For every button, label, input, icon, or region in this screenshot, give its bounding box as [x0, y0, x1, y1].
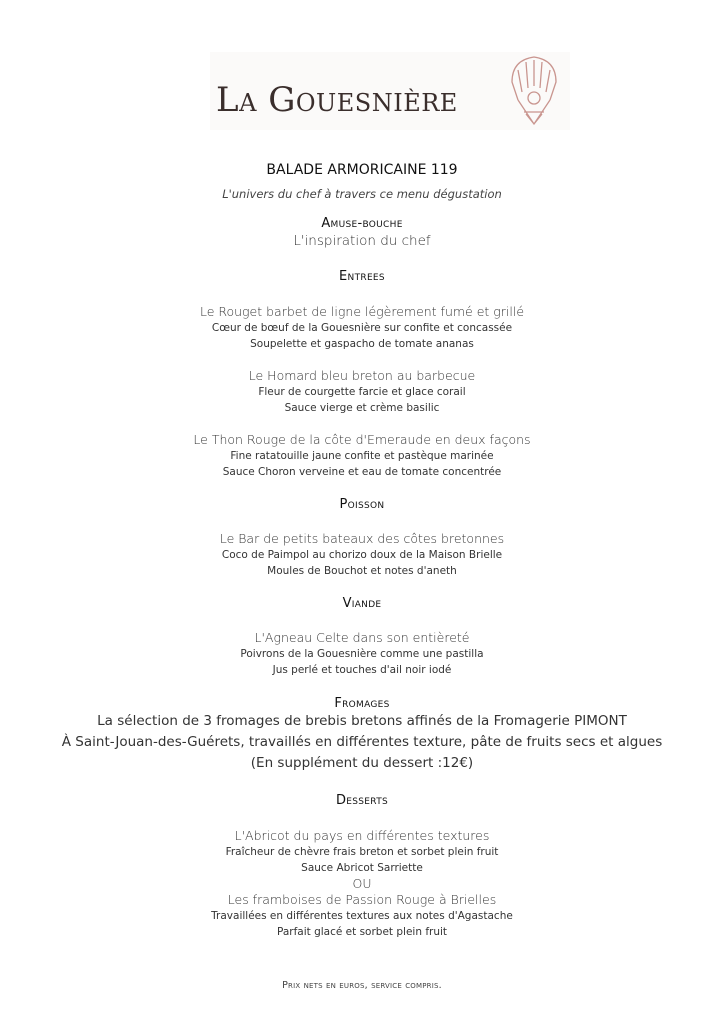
section-heading: Fromages [334, 696, 390, 711]
dish-name: L'inspiration du chef [293, 233, 431, 249]
section-heading: Entrees [339, 269, 385, 284]
dish-name: Les framboises de Passion Rouge à Brielles [227, 892, 497, 907]
dish-detail: Sauce Abricot Sarriette [301, 862, 423, 874]
price-note: Prix nets en euros, service compris. [282, 980, 442, 991]
dish-entree-2 [0, 368, 724, 416]
restaurant-logo [210, 52, 570, 130]
dish-entree-1 [0, 304, 724, 352]
dish-poisson [0, 531, 724, 579]
dish-detail: Poivrons de la Gouesnière comme une pastilla [240, 648, 484, 660]
dish-name: Le Rouget barbet de ligne légèrement fumé et grillé [199, 304, 525, 319]
dish-detail: Soupelette et gaspacho de tomate ananas [250, 338, 474, 350]
dish-detail: Sauce Choron verveine et eau de tomate concentrée [222, 466, 502, 478]
section-fromages [0, 696, 724, 774]
section-heading: Viande [342, 596, 382, 611]
dish-detail: Cœur de bœuf de la Gouesnière sur confite et concassée [211, 322, 513, 334]
dish-name: Le Homard bleu breton au barbecue [248, 368, 476, 383]
dish-name: L'Agneau Celte dans son entièreté [254, 630, 470, 645]
menu-header [0, 161, 724, 201]
dish-detail: Travaillées en différentes textures aux notes d'Agastache [211, 910, 513, 922]
section-entrees [0, 269, 724, 284]
dish-detail: Parfait glacé et sorbet plein fruit [276, 926, 448, 938]
logo-wordmark: La Gouesnière [216, 80, 458, 120]
dish-detail: Moules de Bouchot et notes d'aneth [267, 565, 457, 577]
section-viande [0, 596, 724, 611]
dish-detail: Fine ratatouille jaune confite et pastèque marinée [230, 450, 494, 462]
cheese-line: La sélection de 3 fromages de brebis bretons affinés de la Fromagerie PIMONT [97, 713, 627, 729]
or-separator: OU [352, 876, 372, 891]
dish-entree-3 [0, 432, 724, 480]
dish-detail: Jus perlé et touches d'ail noir iodé [272, 664, 452, 676]
section-amuse-bouche [0, 216, 724, 249]
menu-subtitle: L'univers du chef à travers ce menu dégustation [222, 187, 502, 201]
dish-detail: Fleur de courgette farcie et glace corail [258, 386, 466, 398]
section-heading: Desserts [335, 793, 389, 808]
section-heading: Poisson [339, 497, 385, 512]
cheese-supplement: (En supplément du dessert :12€) [250, 755, 474, 771]
dish-viande [0, 630, 724, 678]
dish-name: Le Thon Rouge de la côte d'Emeraude en deux façons [193, 432, 531, 447]
menu-title: BALADE ARMORICAINE 119 [266, 162, 458, 178]
section-poisson [0, 497, 724, 512]
dish-dessert-options [0, 828, 724, 940]
section-heading: Amuse-bouche [321, 216, 403, 231]
dish-name: Le Bar de petits bateaux des côtes bretonnes [219, 531, 505, 546]
section-desserts [0, 793, 724, 808]
cheese-line: À Saint-Jouan-des-Guérets, travaillés en différentes texture, pâte de fruits secs et algues [61, 734, 663, 750]
dish-detail: Coco de Paimpol au chorizo doux de la Maison Brielle [221, 549, 503, 561]
footer [0, 980, 724, 991]
dish-detail: Fraîcheur de chèvre frais breton et sorbet plein fruit [225, 846, 499, 858]
shell-logo-icon [508, 52, 560, 128]
dish-name: L'Abricot du pays en différentes textures [234, 828, 490, 843]
dish-detail: Sauce vierge et crème basilic [284, 402, 440, 414]
